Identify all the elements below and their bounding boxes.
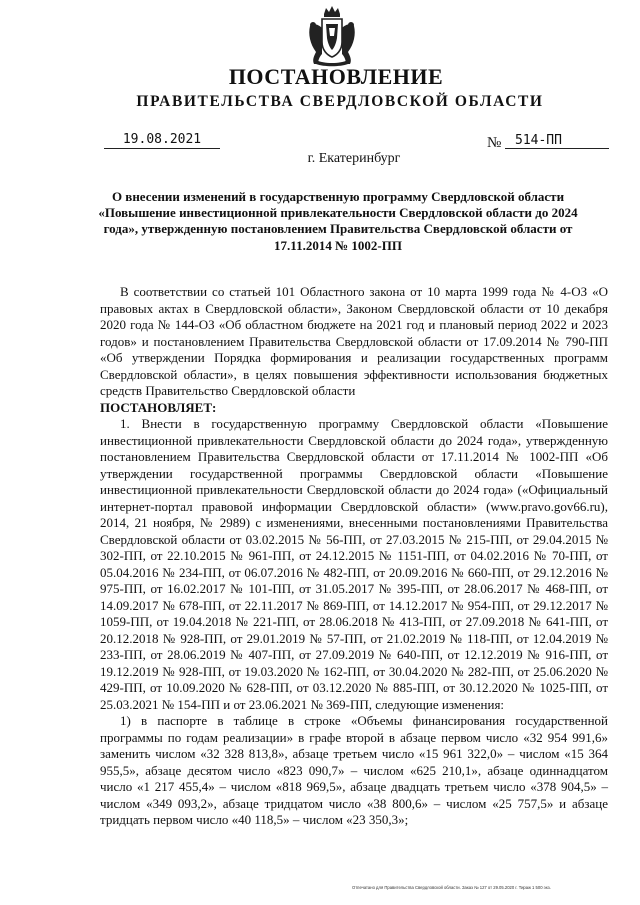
number-sign: № <box>487 135 502 151</box>
city: г. Екатеринбург <box>307 151 401 166</box>
issuer-title: ПРАВИТЕЛЬСТВА СВЕРДЛОВСКОЙ ОБЛАСТИ <box>136 93 544 110</box>
document-number: 514-ПП <box>505 133 609 149</box>
document-body <box>100 284 608 829</box>
document-number-block <box>487 133 609 153</box>
coat-of-arms-icon <box>304 4 360 68</box>
item-1-paragraph: 1. Внести в государственную программу Свердловской области «Повышение инвестиционной привлекательности Свердловской области до 2024 года», утвержденную постановлением Правительства Свердловской области от 17.11.2014 № 1002-ПП «Об утверждении государственной программы Свердловской области «Повышение инвестиционной привлекательности Свердловской области до 2024 года» («Официальный интернет-портал правовой информации Свердловской области» (www.pravo.gov66.ru), 2014, 21 ноября, № 2989) с изменениями, внесенными постановлениями Правительства Свердловской области от 03.02.2015 № 56-ПП, от 27.03.2015 № 215-ПП, от 29.04.2015 № 302-ПП, от 22.10.2015 № 961-ПП, от 24.12.2015 № 1151-ПП, от 04.02.2016 № 70-ПП, от 05.04.2016 № 234-ПП, от 06.07.2016 № 482-ПП, от 20.09.2016 № 660-ПП, от 29.12.2016 № 975-ПП, от 16.02.2017 № 101-ПП, от 31.05.2017 № 395-ПП, от 28.06.2017 № 468-ПП, от 14.09.2017 № 678-ПП, от 22.11.2017 № 869-ПП, от 14.12.2017 № 954-ПП, от 29.12.2017 № 1059-ПП, от 19.04.2018 № 221-ПП, от 28.06.2018 № 413-ПП, от 27.09.2018 № 641-ПП, от 20.12.2018 № 928-ПП, от 29.01.2019 № 57-ПП, от 21.02.2019 № 118-ПП, от 12.04.2019 № 233-ПП, от 28.06.2019 № 407-ПП, от 27.09.2019 № 640-ПП, от 12.12.2019 № 916-ПП, от 19.12.2019 № 928-ПП, от 19.03.2020 № 162-ПП, от 30.04.2020 № 282-ПП, от 25.06.2020 № 429-ПП, от 10.09.2020 № 628-ПП, от 03.12.2020 № 885-ПП, от 30.12.2020 № 1025-ПП, от 25.03.2021 № 154-ПП и от 23.06.2021 № 369-ПП, следующие изменения: <box>100 416 608 712</box>
print-footer: Отпечатано для Правительства Свердловской области. Заказ № 127 от 29.05.2020 г. Тираж 1 500 экз. <box>352 885 551 890</box>
document-subject: О внесении изменений в государственную программу Свердловской области «Повышение инвестиционной привлекательности Свердловской области до 2024 года», утвержденную постановлением Правительства Свердловской области от 17.11.2014 № 1002-ПП <box>98 189 578 253</box>
document-date: 19.08.2021 <box>104 132 220 149</box>
preamble-paragraph: В соответствии со статьей 101 Областного закона от 10 марта 1999 года № 4-ОЗ «О правовых актах в Свердловской области», Законом Свердловской области от 10 декабря 2020 года № 144-ОЗ «Об областном бюджете на 2021 год и плановый период 2022 и 2023 годов» и постановлением Правительства Свердловской области от 17.09.2014 № 790-ПП «Об утверждении Порядка формирования и реализации государственных программ Свердловской области», в целях повышения эффективности использования бюджетных средств Правительство Свердловской области <box>100 284 608 398</box>
subitem-1-paragraph: 1) в паспорте в таблице в строке «Объемы финансирования государственной программы по годам реализации» в графе второй в абзаце первом число «32 954 991,6» заменить числом «32 328 813,8», абзаце третьем число «15 961 322,0» – числом «15 364 955,5», абзаце десятом число «823 090,7» – числом «625 210,1», абзаце одиннадцатом число «1 217 455,4» – числом «818 969,5», абзаце двадцать третьем число «378 904,5» – числом «349 093,2», абзаце тридцатом число «38 800,6» – числом «25 757,5» и абзаце тридцать первом число «40 118,5» – числом «23 350,3»; <box>100 713 608 827</box>
document-title: ПОСТАНОВЛЕНИЕ <box>228 64 444 89</box>
decree-word: ПОСТАНОВЛЯЕТ: <box>100 399 217 415</box>
